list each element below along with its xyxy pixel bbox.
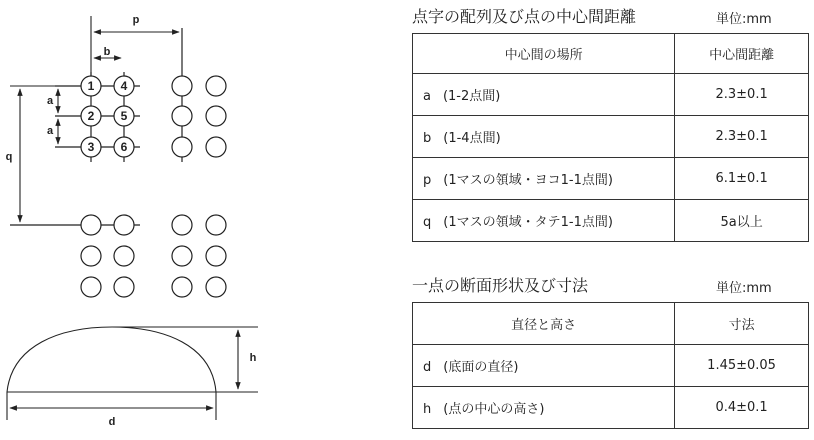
dot-cell-2 [172, 28, 226, 162]
row-desc: (1-4点間) [443, 131, 501, 146]
table-row [413, 345, 809, 387]
row-symbol: q [423, 215, 432, 230]
row-value: 2.3±0.1 [675, 116, 809, 158]
dot-row-lower [10, 215, 226, 297]
row-value: 6.1±0.1 [675, 158, 809, 200]
row-symbol: h [423, 402, 432, 417]
table2-unit: 単位:mm [716, 281, 772, 296]
dot-number-2: 2 [87, 109, 95, 123]
label-b: b [103, 46, 111, 58]
row-symbol: p [423, 173, 432, 188]
row-value: 0.4±0.1 [675, 387, 809, 429]
table2-title: 一点の断面形状及び寸法 [412, 276, 589, 295]
dot-dimension-table [412, 302, 809, 429]
table-row [413, 387, 809, 429]
dot-cross-section [7, 327, 216, 392]
row-symbol: d [423, 360, 432, 375]
label-h: h [249, 352, 257, 364]
row-symbol: b [423, 131, 432, 146]
row-value: 2.3±0.1 [675, 74, 809, 116]
center-distance-table [412, 33, 809, 242]
dot-number-4: 4 [120, 79, 128, 93]
dot-number-6: 6 [120, 140, 128, 154]
row-desc: (底面の直径) [443, 360, 519, 375]
table-row [413, 74, 809, 116]
braille-diagram [0, 0, 400, 440]
dot-number-3: 3 [87, 140, 95, 154]
label-p: p [132, 14, 140, 26]
row-desc: (1-2点間) [442, 89, 501, 104]
col-header-dimension: 直径と高さ [413, 303, 675, 345]
table1-unit: 単位:mm [716, 12, 772, 27]
label-a2: a [46, 125, 54, 137]
col-header-size: 寸法 [675, 303, 809, 345]
row-value: 1.45±0.05 [675, 345, 809, 387]
dot-number-5: 5 [120, 109, 128, 123]
label-a1: a [46, 95, 54, 107]
dot-number-1: 1 [87, 79, 95, 93]
label-d: d [108, 416, 116, 428]
row-desc: (点の中心の高さ) [443, 402, 545, 417]
col-header-location: 中心間の場所 [413, 34, 675, 74]
label-q: q [5, 151, 13, 163]
table1-title: 点字の配列及び点の中心間距離 [412, 7, 637, 26]
table-row [413, 200, 809, 242]
row-value: 5a以上 [675, 200, 809, 242]
table-row [413, 116, 809, 158]
row-desc: (1マスの領域・タテ1-1点間) [443, 215, 613, 230]
row-desc: (1マスの領域・ヨコ1-1点間) [443, 173, 613, 188]
row-symbol: a [423, 89, 431, 104]
col-header-distance: 中心間距離 [675, 34, 809, 74]
table-row [413, 158, 809, 200]
